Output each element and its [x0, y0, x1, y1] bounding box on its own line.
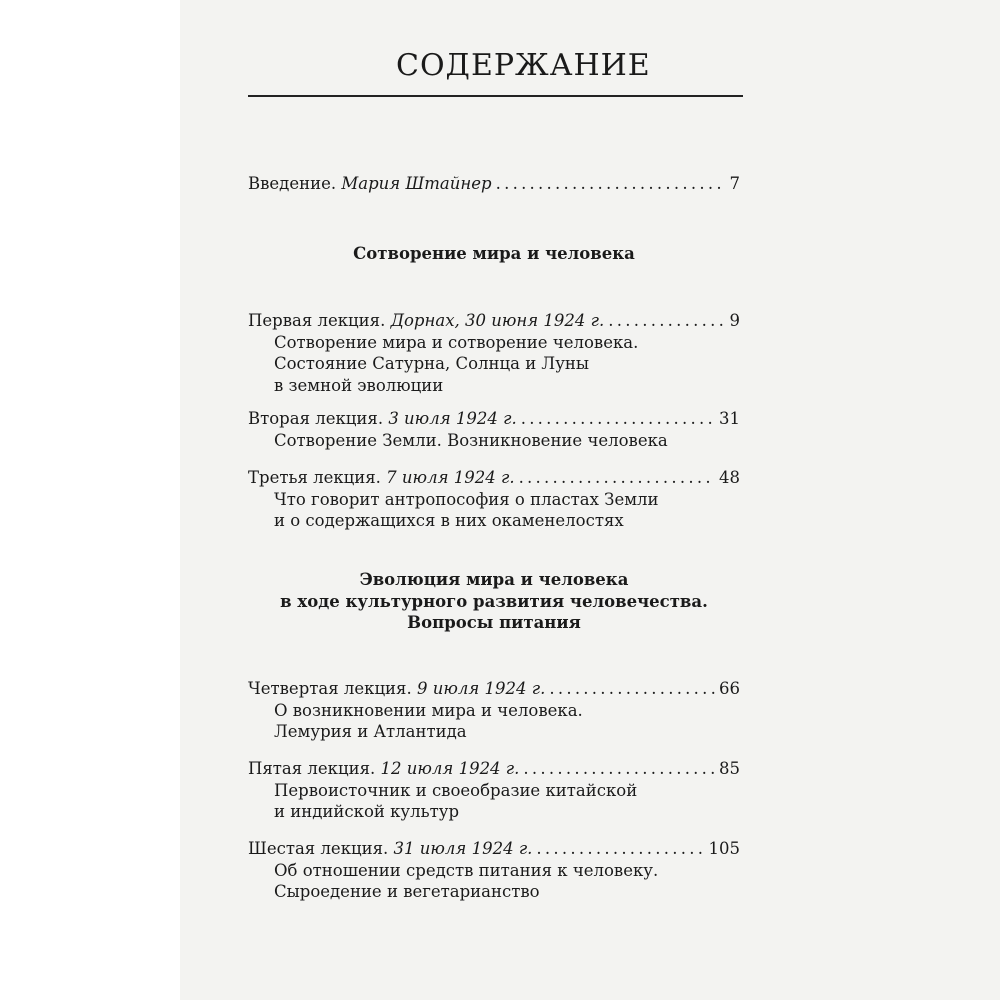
- entry-page: 85: [719, 759, 740, 778]
- entry-meta: Дорнах, 30 июня 1924 г.: [390, 311, 605, 330]
- toc-entry-5: [248, 758, 740, 823]
- toc-entry-6: [248, 838, 740, 903]
- entry-desc-line: Что говорит антропософия о пластах Земли: [274, 489, 659, 509]
- section-heading-line: Сотворение мира и человека: [353, 244, 635, 263]
- entry-desc-line: Сотворение мира и сотворение человека.: [274, 332, 639, 352]
- entry-label: Третья лекция.: [248, 468, 381, 487]
- entry-page: 7: [729, 174, 740, 193]
- entry-desc-line: Лемурия и Атлантида: [274, 722, 467, 741]
- entry-desc-line: Первоисточник и своеобразие китайской: [274, 780, 638, 800]
- leader-dots: [523, 758, 715, 780]
- toc-entry-3: [248, 467, 740, 532]
- entry-label: Шестая лекция.: [248, 839, 389, 858]
- entry-meta: 31 июля 1924 г.: [393, 839, 533, 858]
- section-heading-2: [248, 569, 740, 634]
- title-rule: [248, 95, 743, 97]
- toc-entry-1: [248, 310, 740, 396]
- entry-desc-line: Об отношении средств питания к человеку.: [274, 860, 659, 880]
- entry-label: Пятая лекция.: [248, 759, 376, 778]
- entry-page: 31: [719, 409, 740, 428]
- entry-author: Мария Штайнер: [341, 174, 492, 193]
- leader-dots: [521, 408, 715, 430]
- entry-page: 66: [719, 679, 740, 698]
- entry-meta: 3 июля 1924 г.: [388, 409, 517, 428]
- leader-dots: [536, 838, 704, 860]
- section-heading-1: [248, 243, 740, 265]
- entry-meta: 12 июля 1924 г.: [380, 759, 520, 778]
- entry-meta: 7 июля 1924 г.: [386, 468, 515, 487]
- leader-dots: [496, 173, 726, 195]
- entry-page: 105: [708, 839, 740, 858]
- entry-desc-line: и индийской культур: [274, 802, 460, 821]
- section-heading-line: в ходе культурного развития человечества.: [280, 591, 708, 611]
- leader-dots: [608, 310, 725, 332]
- entry-desc-line: Состояние Сатурна, Солнца и Луны: [274, 354, 590, 373]
- toc-entry-4: [248, 678, 740, 743]
- entry-label: Четвертая лекция.: [248, 679, 412, 698]
- entry-meta: 9 июля 1924 г.: [416, 679, 546, 698]
- entry-label: Введение.: [248, 174, 337, 193]
- entry-desc-line: О возникновении мира и человека.: [274, 700, 583, 720]
- entry-desc-line: Сотворение Земли. Возникновение человека: [274, 430, 668, 450]
- section-heading-line: Вопросы питания: [407, 613, 581, 632]
- entry-desc-line: в земной эволюции: [274, 375, 444, 395]
- page-title: СОДЕРЖАНИЕ: [396, 48, 651, 83]
- section-heading-line: Эволюция мира и человека: [359, 570, 629, 589]
- entry-label: Вторая лекция.: [248, 409, 384, 428]
- entry-label: Первая лекция.: [248, 311, 386, 330]
- entry-desc-line: Сыроедение и вегетарианство: [274, 882, 540, 901]
- leader-dots: [519, 467, 715, 489]
- entry-page: 9: [729, 311, 740, 330]
- entry-page: 48: [719, 468, 740, 487]
- toc-entry-intro: [248, 173, 740, 195]
- entry-desc-line: и о содержащихся в них окаменелостях: [274, 511, 624, 530]
- toc-entry-2: [248, 408, 740, 451]
- leader-dots: [549, 678, 715, 700]
